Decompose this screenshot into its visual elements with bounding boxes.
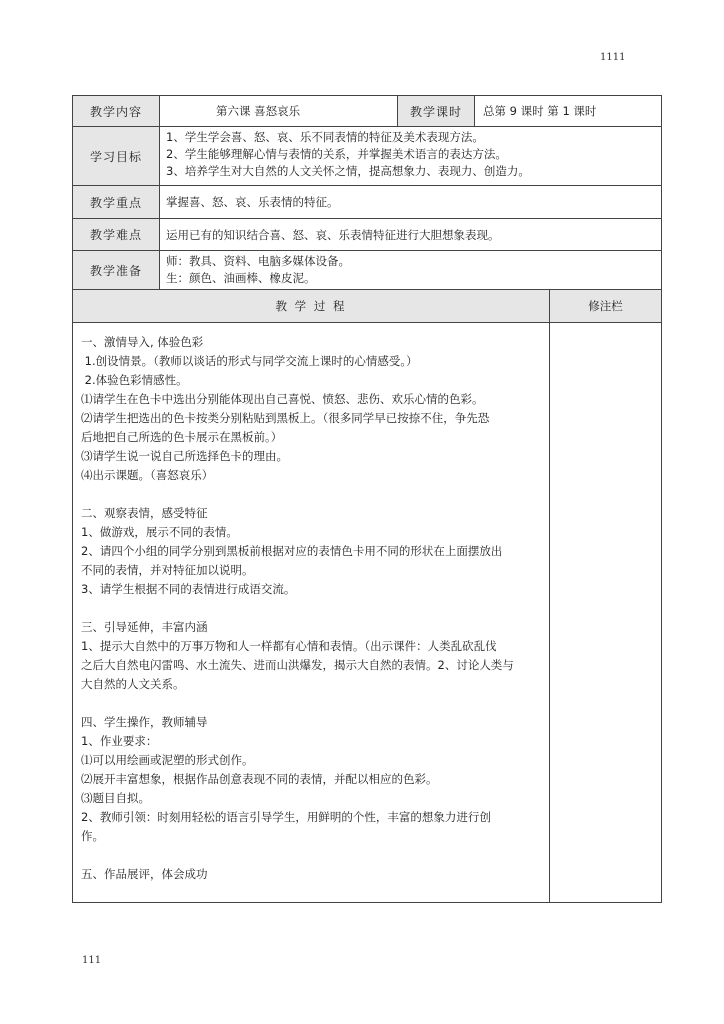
objective-item: 2、学生能够理解心情与表情的关系，并掌握美术语言的表达方法。 xyxy=(166,147,507,161)
key-points-value: 掌握喜、怒、哀、乐表情的特征。 xyxy=(166,195,339,209)
process-line: 作。 xyxy=(81,829,104,843)
page-code-top: 1111 xyxy=(600,52,626,63)
process-line: 1.创设情景。（教师以谈话的形式与同学交流上课时的心情感受。） xyxy=(81,354,418,368)
hours-label: 教学课时 xyxy=(398,96,475,126)
process-line: ⑵展开丰富想象，根据作品创意表现不同的表情，并配以相应的色彩。 xyxy=(81,772,438,786)
process-line: 2、教师引领：时刻用轻松的语言引导学生，用鲜明的个性，丰富的想象力进行创 xyxy=(81,810,491,824)
objectives-list xyxy=(160,127,661,185)
process-line: ⑴可以用绘画或泥塑的形式创作。 xyxy=(81,753,254,767)
key-points-label: 教学重点 xyxy=(73,186,160,218)
difficulties-value: 运用已有的知识结合喜、怒、哀、乐表情特征进行大胆想象表现。 xyxy=(166,228,500,242)
process-line: 一、激情导入, 体验色彩 xyxy=(81,335,204,349)
content-value: 第六课 喜怒哀乐 xyxy=(160,96,398,126)
process-line: 五、作品展评，体会成功 xyxy=(81,867,208,881)
process-line: ⑵请学生把选出的色卡按类分别粘贴到黑板上。（很多同学早已按捺不住，争先恐 xyxy=(81,411,490,425)
process-line: 四、学生操作，教师辅导 xyxy=(81,715,208,729)
preparation-list xyxy=(160,251,661,289)
notes-header-label: 修注栏 xyxy=(588,299,623,313)
process-header-label: 教 学 过 程 xyxy=(73,290,550,322)
key-points-row xyxy=(73,186,661,219)
objectives-row xyxy=(73,127,661,186)
notes-column xyxy=(550,323,661,902)
process-line: 1、做游戏，展示不同的表情。 xyxy=(81,525,238,539)
page-code-bottom: 111 xyxy=(82,955,102,966)
preparation-item: 生：颜色、油画棒、橡皮泥。 xyxy=(166,271,316,285)
process-line: 3、请学生根据不同的表情进行成语交流。 xyxy=(81,582,296,596)
process-line: 后地把自己所选的色卡展示在黑板前。） xyxy=(81,430,283,444)
process-header-row xyxy=(73,290,661,323)
difficulties-label: 教学难点 xyxy=(73,219,160,250)
objectives-label: 学习目标 xyxy=(73,127,160,185)
preparation-label: 教学准备 xyxy=(73,251,160,289)
preparation-item: 师：教具、资料、电脑多媒体设备。 xyxy=(166,254,350,268)
content-row xyxy=(73,96,661,127)
process-line: ⑶题目自拟。 xyxy=(81,791,150,805)
lesson-plan-table xyxy=(72,95,662,903)
difficulties-row xyxy=(73,219,661,251)
preparation-row xyxy=(73,251,661,290)
process-line: 三、引导延伸，丰富内涵 xyxy=(81,620,208,634)
process-line: 不同的表情，并对特征加以说明。 xyxy=(81,563,254,577)
process-line: 2.体验色彩情感性。 xyxy=(81,373,188,387)
process-line: ⑶请学生说一说自己所选择色卡的理由。 xyxy=(81,449,288,463)
objective-item: 3、培养学生对大自然的人文关怀之情，提高想象力、表现力、创造力。 xyxy=(166,164,530,178)
process-line: 1、作业要求： xyxy=(81,734,158,748)
process-line: 大自然的人文关系。 xyxy=(81,677,185,691)
process-line: 1、提示大自然中的万事万物和人一样都有心情和表情。（出示课件：人类乱砍乱伐 xyxy=(81,639,497,653)
objective-item: 1、学生学会喜、怒、哀、乐不同表情的特征及美术表现方法。 xyxy=(166,130,484,144)
content-label: 教学内容 xyxy=(73,96,160,126)
hours-value: 总第 9 课时 第 1 课时 xyxy=(483,104,597,118)
process-line: 二、观察表情，感受特征 xyxy=(81,506,208,520)
process-line: 之后大自然电闪雷鸣、水土流失、进而山洪爆发，揭示大自然的表情。2、讨论人类与 xyxy=(81,658,514,672)
process-line: ⑷出示课题。（喜怒哀乐） xyxy=(81,468,214,482)
process-line: ⑴请学生在色卡中选出分别能体现出自己喜悦、愤怒、悲伤、欢乐心情的色彩。 xyxy=(81,392,484,406)
process-body xyxy=(73,323,550,902)
process-line: 2、请四个小组的同学分别到黑板前根据对应的表情色卡用不同的形状在上面摆放出 xyxy=(81,544,503,558)
